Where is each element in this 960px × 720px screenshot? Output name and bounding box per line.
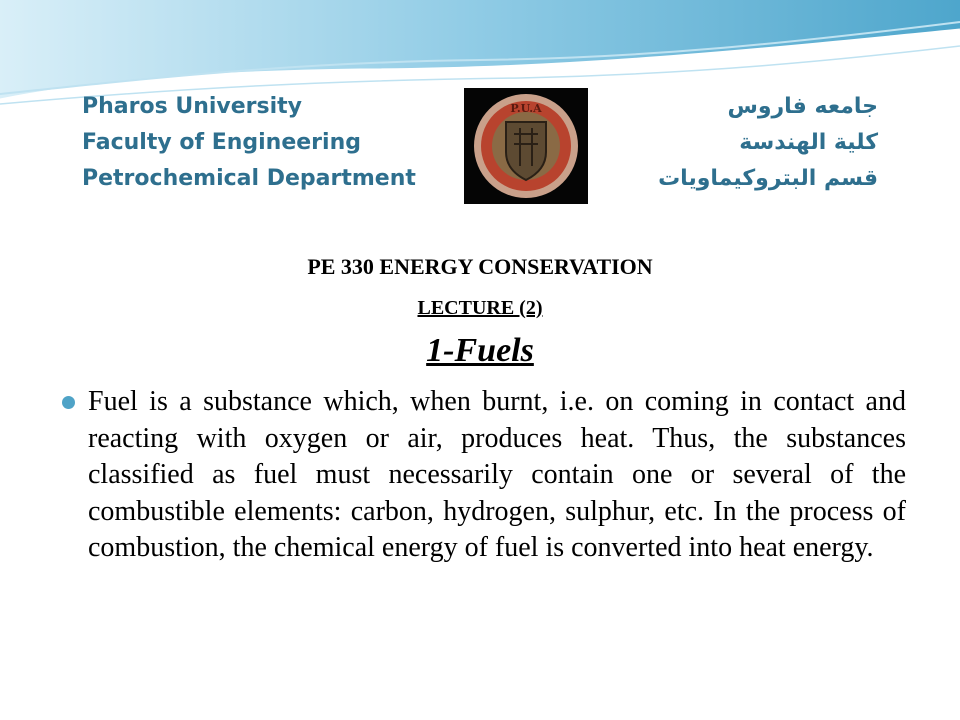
university-name-en: Pharos University — [82, 94, 303, 119]
faculty-name-en: Faculty of Engineering — [82, 130, 361, 155]
faculty-name-ar: كلية الهندسة — [739, 130, 878, 155]
course-title: PE 330 ENERGY CONSERVATION — [307, 254, 653, 279]
section-heading: 1-Fuels — [426, 332, 534, 369]
department-name-en: Petrochemical Department — [82, 166, 416, 191]
body-paragraph: Fuel is a substance which, when burnt, i.e. on coming in contact and reacting with oxygen or air, produces heat. Thus, the substances classified as fuel must necessarily contain one or several of the combustible elements: carbon, hydrogen, sulphur, etc. In the process of combustion, the chemical energy of fuel is converted into heat energy. — [88, 386, 906, 563]
logo-text: P.U.A — [510, 102, 542, 115]
university-logo — [464, 88, 588, 204]
department-name-ar: قسم البتروكيماويات — [658, 166, 878, 191]
university-name-ar: جامعه فاروس — [727, 94, 878, 119]
bullet-icon — [62, 396, 75, 409]
lecture-number: LECTURE (2) — [417, 297, 543, 319]
